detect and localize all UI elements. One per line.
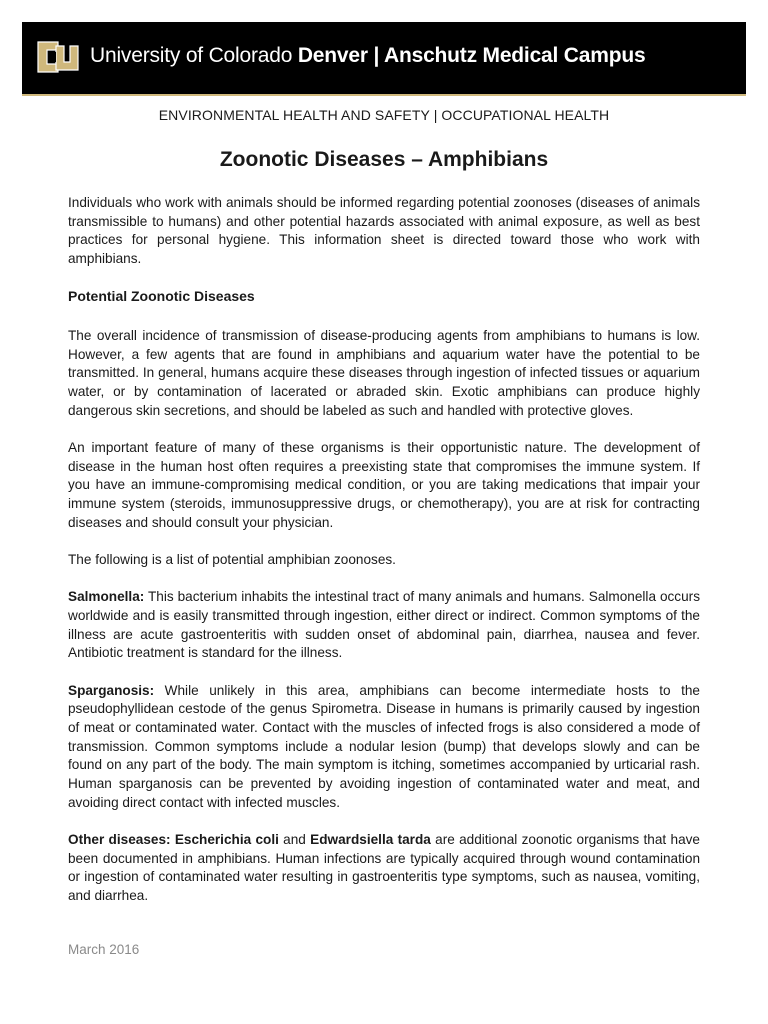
- salmonella-paragraph: [68, 588, 700, 663]
- list-intro: The following is a list of potential amphibian zoonoses.: [68, 552, 396, 568]
- sparganosis-text: While unlikely in this area, amphibians can become intermediate hosts to the pseudophyllidean cestode of the genus Spirometra. Disease in humans is primarily caused by ingestion of meat or contaminated water. Contact with the muscles of infected frogs is also considered a mode of transmission. Common symptoms include a nodular lesion (bump) that develops slowly and can be found on any part of the body. The main symptom is itching, sometimes accompanied by urticarial rash. Human sparganosis can be prevented by avoiding ingestion of contaminated water and meat, and avoiding direct contact with infected muscles.: [68, 682, 700, 810]
- intro-paragraph: Individuals who work with animals should be informed regarding potential zoonoses (diseases of animals transmissible to humans) and other potential hazards associated with animal exposure, as well as best practices for personal hygiene. This information sheet is directed toward those who work with amphibians.: [68, 195, 700, 267]
- sparganosis-label: Sparganosis:: [68, 682, 155, 698]
- salmonella-text: This bacterium inhabits the intestinal tract of many animals and humans. Salmonella occurs worldwide and is easily transmitted through ingestion, either direct or indirect. Common symptoms of the illness are acute gastroenteritis with sudden onset of abdominal pain, diarrhea, nausea and fever. Antibiotic treatment is standard for the illness.: [68, 589, 700, 661]
- campus-name: Denver | Anschutz Medical Campus: [297, 44, 646, 67]
- other-diseases-text: are additional zoonotic organisms that have been documented in amphibians. Human infections are typically acquired through wound contamination or ingestion of contaminated water resulting in gastroenteritis type symptoms, such as nausea, vomiting, and diarrhea.: [68, 831, 700, 904]
- document-body: [68, 194, 700, 924]
- cu-logo-icon: [34, 34, 82, 80]
- header-title: [90, 42, 645, 70]
- other-diseases-label: Other diseases: Escherichia coli: [68, 831, 279, 847]
- other-diseases-paragraph: [68, 831, 700, 906]
- sparganosis-paragraph: [68, 682, 700, 813]
- other-connector: and: [278, 831, 311, 847]
- department-heading: ENVIRONMENTAL HEALTH AND SAFETY | OCCUPATIONAL HEALTH: [158, 107, 610, 123]
- university-name: University of Colorado: [90, 44, 293, 67]
- page-title: Zoonotic Diseases – Amphibians: [219, 148, 549, 171]
- salmonella-label: Salmonella:: [68, 589, 145, 605]
- incidence-paragraph: The overall incidence of transmission of disease-producing agents from amphibians to humans is low. However, a few agents that are found in amphibians and aquarium water have the potential to be transmitted. In general, humans acquire these diseases through ingestion of infected tissues or aquarium water, or by contamination of lacerated or abraded skin. Exotic amphibians can produce highly dangerous skin secretions, and should be labeled as such and handled with protective gloves.: [68, 328, 700, 418]
- edwardsiella-label: Edwardsiella tarda: [310, 831, 431, 847]
- footer-date: March 2016: [68, 942, 140, 957]
- opportunistic-paragraph: An important feature of many of these organisms is their opportunistic nature. The development of disease in the human host often requires a preexisting state that compromises the immune system. If you have an immune-compromising medical condition, or you are taking medications that impair your immune system (steroids, immunosuppressive drugs, or chemotherapy), you are at risk for contracting diseases and should consult your physician.: [68, 440, 700, 530]
- header-banner: [22, 22, 746, 96]
- section-heading: Potential Zoonotic Diseases: [68, 288, 255, 305]
